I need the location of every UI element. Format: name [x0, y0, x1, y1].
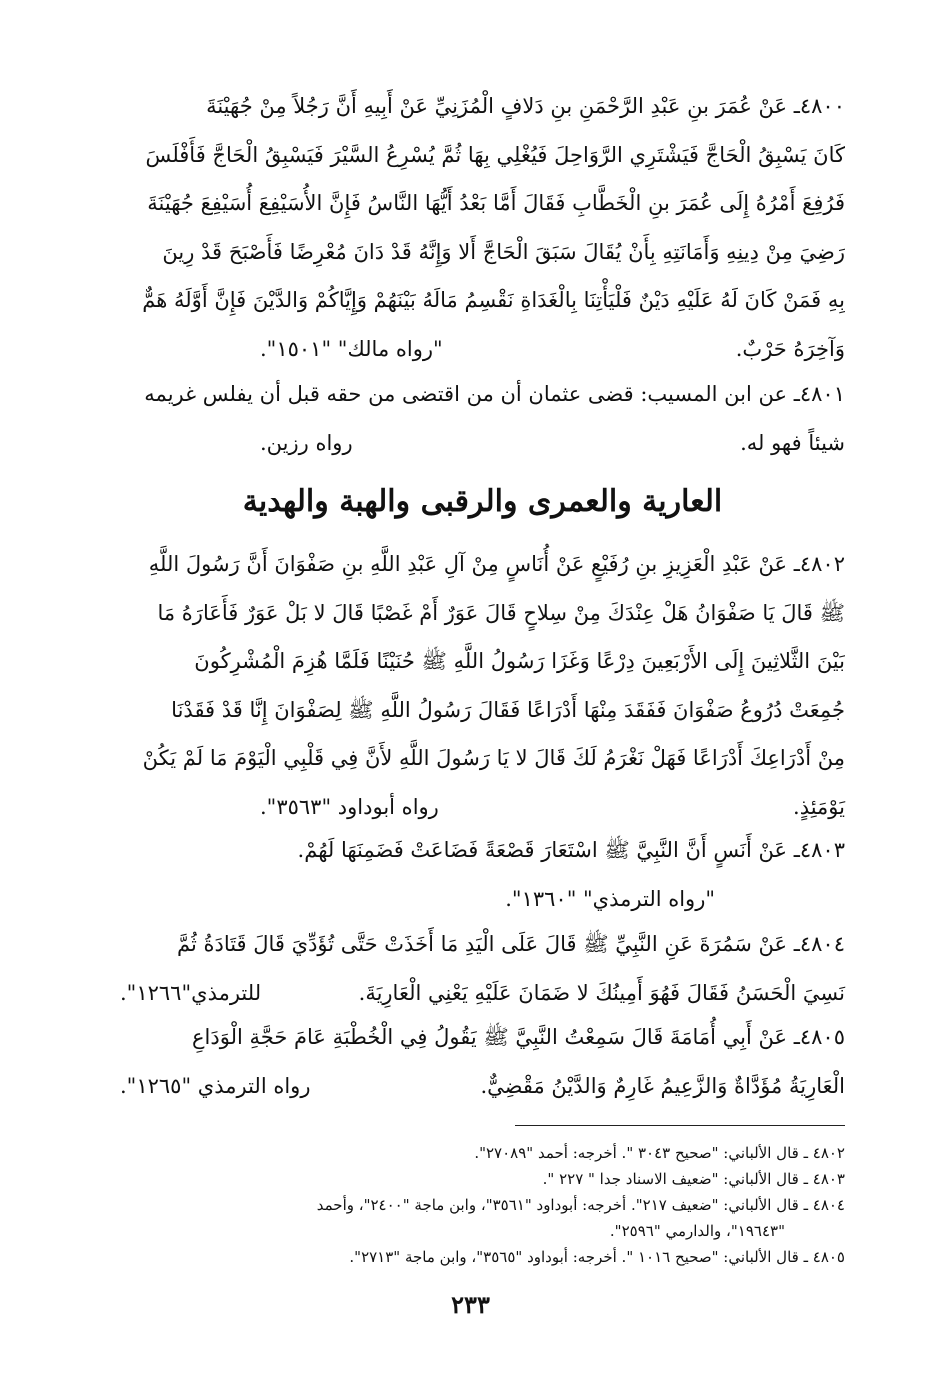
footnote-4802: ٤٨٠٢ ـ قال الألباني: "صحيح ٣٠٤٣ ". أخرجه: أحمد "٢٧٠٨٩". [474, 1144, 845, 1162]
hadith-4802 [120, 540, 845, 831]
footnote-4805: ٤٨٠٥ ـ قال الألباني: "صحيح ١٠١٦ ". أخرجه: أبوداود "٣٥٦٥"، وابن ماجة "٢٧١٣". [349, 1248, 845, 1266]
section-title: العارية والعمرى والرقبى والهبة والهدية [242, 484, 723, 519]
hadith-4801 [120, 370, 845, 467]
hadith-4805-final-line [120, 1062, 845, 1111]
hadith-4802-last-line: يَوْمَئِذٍ. [793, 794, 845, 819]
hadith-4804-source: للترمذي"١٢٦٦". [120, 980, 262, 1005]
hadith-4805-source: رواه الترمذي "١٢٦٥". [120, 1073, 311, 1098]
hadith-4802-final-line [120, 783, 845, 832]
footnote-4803: ٤٨٠٣ ـ قال الألباني: "ضعيف الاسناد جدا " ٢٢٧ ". [542, 1170, 845, 1188]
hadith-4804-last-line: نَسِيَ الْحَسَنُ فَقَالَ فَهُوَ أَمِينُكَ لا ضَمَانَ عَلَيْهِ يَعْنِي الْعَارِيَةَ. [358, 980, 845, 1005]
hadith-4800-line-4: رَضِيَ مِنْ دِينِهِ وَأَمَانَتِهِ بِأَنْ يُقَالَ سَبَقَ الْحَاجَّ أَلا وَإِنَّهُ قَدْ دَانَ مُعْرِضًا فَأَصْبَحَ قَدْ رِينَ [162, 239, 845, 264]
hadith-4802-line-5: مِنْ أَدْرَاعِكَ أَدْرَاعًا فَهَلْ نَغْرَمُ لَكَ قَالَ لا يَا رَسُولَ اللَّهِ لأَنَّ فِي قَلْبِي الْيَوْمَ مَا لَمْ يَكُنْ [142, 746, 845, 770]
hadith-4801-last-line: شيئاً فهو له. [740, 430, 845, 455]
page-number: ٢٣٣ [451, 1290, 490, 1319]
hadith-4805-line-1: ٤٨٠٥ـ عَنْ أَبِي أُمَامَةَ قَالَ سَمِعْتُ النَّبِيَّ ﷺ يَقُولُ فِي الْخُطْبَةِ عَامَ حَجَّةِ الْوَدَاعِ [192, 1025, 845, 1049]
hadith-4801-final-line [120, 419, 845, 468]
hadith-4805 [120, 1013, 845, 1110]
hadith-4804 [120, 920, 845, 1017]
hadith-4802-line-3: بَيْنَ الثَّلاثِينَ إِلَى الأَرْبَعِينَ دِرْعًا وَغَزَا رَسُولُ اللَّهِ ﷺ حُنَيْنًا فَلَمَّا هُزِمَ الْمُشْرِكُونَ [194, 649, 845, 673]
hadith-4800 [120, 82, 845, 373]
hadith-4800-line-3: فَرُفِعَ أَمْرُهُ إِلَى عُمَرَ بنِ الْخَطَّابِ فَقَالَ أَمَّا بَعْدُ أَيُّهَا النَّاسُ فَإِنَّ الأُسَيْفِعَ أُسَيْفِعَ جُهَيْنَةَ [147, 191, 845, 215]
hadith-4804-final-line [120, 969, 845, 1018]
hadith-4801-line-1: ٤٨٠١ـ عن ابن المسيب: قضى عثمان أن من اقتضى من حقه قبل أن يفلس غريمه [144, 382, 845, 406]
hadith-4802-source: رواه أبوداود "٣٥٦٣". [260, 794, 439, 819]
hadith-4803-source: "رواه الترمذي" "١٣٦٠". [505, 886, 715, 911]
hadith-4802-line-2: ﷺ قَالَ يَا صَفْوَانُ هَلْ عِنْدَكَ مِنْ سِلاحٍ قَالَ عَوَرٌ أَمْ غَصْبًا قَالَ لا بَلْ عَوَرٌ فَأَعَارَهُ مَا [157, 600, 845, 625]
footnote-4804: ٤٨٠٤ ـ قال الألباني: "ضعيف ٢١٧". أخرجه: أبوداود "٣٥٦١"، وابن ماجة "٢٤٠٠"، وأحمد [316, 1196, 845, 1214]
hadith-4804-line-1: ٤٨٠٤ـ عَنْ سَمُرَةَ عَنِ النَّبِيِّ ﷺ قَالَ عَلَى الْيَدِ مَا أَخَذَتْ حَتَّى تُؤَدِّيَ قَالَ قَتَادَةُ ثُمَّ [176, 932, 845, 956]
hadith-4800-line-2: كَانَ يَسْبِقُ الْحَاجَّ فَيَشْتَرِي الرَّوَاحِلَ فَيُغْلِي بِهَا ثُمَّ يُسْرِعُ السَّيْرَ فَيَسْبِقُ الْحَاجَّ فَأَفْلَسَ [145, 142, 845, 167]
hadith-4800-line-5: بِهِ فَمَنْ كَانَ لَهُ عَلَيْهِ دَيْنٌ فَلْيَأْتِنَا بِالْغَدَاةِ نَقْسِمُ مَالَهُ بَيْنَهُمْ وَإِيَّاكُمْ وَالدَّيْنَ فَإِنَّ أَوَّلَهُ هَمٌّ [142, 288, 845, 312]
footnotes [120, 1140, 845, 1270]
hadith-4800-line-1: ٤٨٠٠ـ عَنْ عُمَرَ بنِ عَبْدِ الرَّحْمَنِ بنِ دَلافٍ الْمُزَنِيِّ عَنْ أَبِيهِ أَنَّ رَجُلاً مِنْ جُهَيْنَةَ [206, 94, 845, 118]
hadith-4800-last-line: وَآخِرَهُ حَرْبٌ. [735, 336, 845, 361]
footnote-4804-continued: "١٩٦٤٣"، والدارمي "٢٥٩٦". [609, 1222, 785, 1240]
hadith-4802-line-4: جُمِعَتْ دُرُوعُ صَفْوَانَ فَفَقَدَ مِنْهَا أَدْرَاعًا فَقَالَ رَسُولُ اللَّهِ ﷺ لِصَفْوَانَ إِنَّا قَدْ فَقَدْنَا [171, 697, 845, 722]
footnote-divider [515, 1125, 845, 1126]
hadith-4801-source: رواه رزين. [260, 430, 353, 455]
hadith-4802-line-1: ٤٨٠٢ـ عَنْ عَبْدِ الْعَزِيزِ بنِ رُفَيْعٍ عَنْ أُنَاسٍ مِنْ آلِ عَبْدِ اللَّهِ بنِ صَفْوَانَ أَنَّ رَسُولَ اللَّهِ [148, 552, 845, 576]
hadith-4803-line-1: ٤٨٠٣ـ عَنْ أَنَسٍ أَنَّ النَّبِيَّ ﷺ اسْتَعَارَ قَصْعَةً فَضَاعَتْ فَضَمِنَهَا لَهُمْ. [297, 838, 845, 862]
hadith-4800-final-line [120, 325, 845, 374]
hadith-4803 [120, 826, 845, 923]
hadith-4800-source: "رواه مالك" "١٥٠١". [260, 336, 443, 361]
hadith-4805-last-line: الْعَارِيَةُ مُؤَدَّاةٌ وَالزَّعِيمُ غَارِمٌ وَالدَّيْنُ مَقْضِيٌّ. [480, 1073, 845, 1098]
